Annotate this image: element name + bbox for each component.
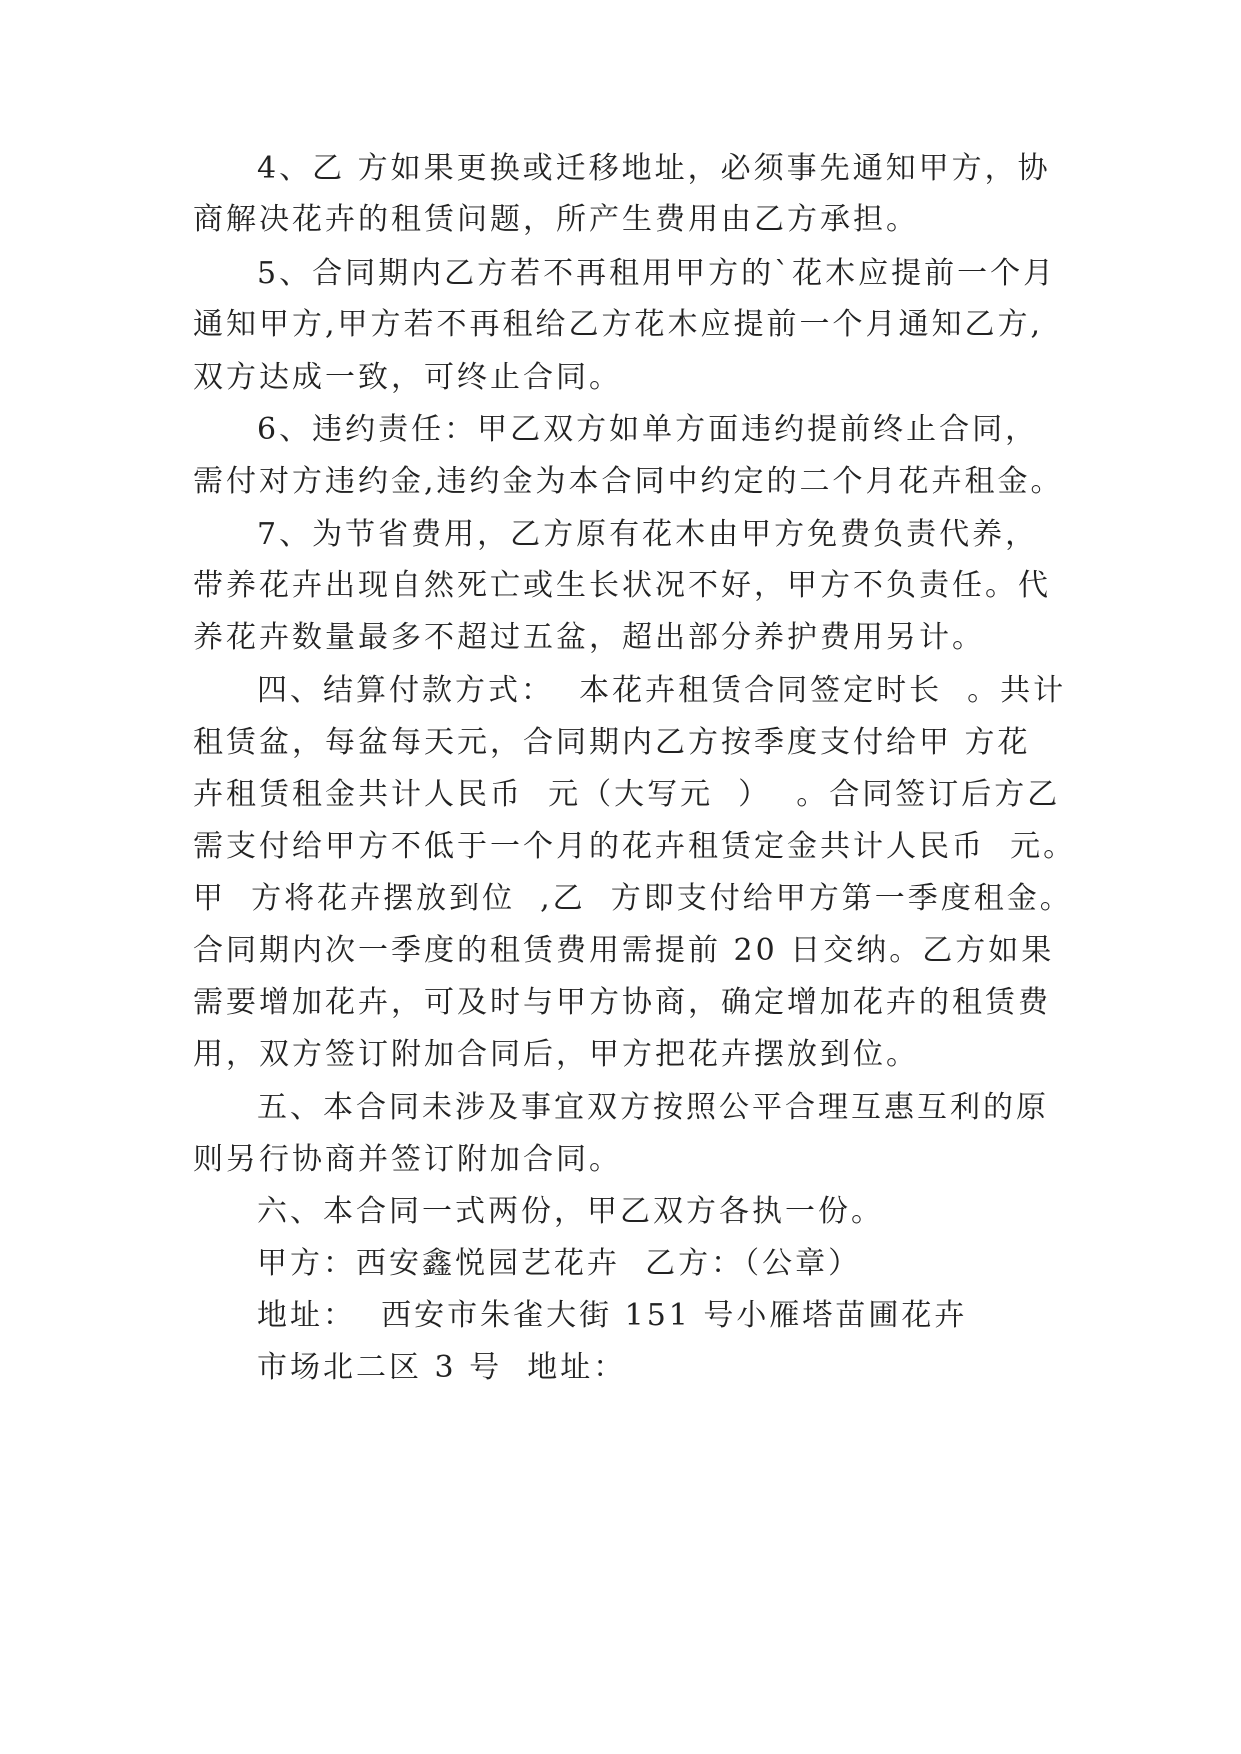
section-4-line-1: 四、结算付款方式： 本花卉租赁合同签定时长 。共计 (257, 673, 1067, 708)
clause-5-line-3: 双方达成一致，可终止合同。 (193, 360, 622, 395)
address-line-1: 地址： 西安市朱雀大街 151 号小雁塔苗圃花卉 (257, 1298, 968, 1333)
section-4-line-5: 甲 方将花卉摆放到位 ,乙 方即支付给甲方第一季度租金。 (193, 881, 1073, 916)
clause-6-line-1: 6、违约责任：甲乙双方如单方面违约提前终止合同， (257, 412, 1039, 447)
section-6-line: 六、本合同一式两份，甲乙双方各执一份。 (257, 1194, 884, 1229)
section-5-line-1: 五、本合同未涉及事宜双方按照公平合理互惠互利的原 (257, 1090, 1049, 1125)
clause-7-line-3: 养花卉数量最多不超过五盆，超出部分养护费用另计。 (193, 620, 985, 655)
section-4-line-8: 用，双方签订附加合同后，甲方把花卉摆放到位。 (193, 1037, 919, 1072)
clause-7-line-2: 带养花卉出现自然死亡或生长状况不好，甲方不负责任。代 (193, 568, 1051, 603)
section-4-line-4: 需支付给甲方不低于一个月的花卉租赁定金共计人民币 元。 (193, 829, 1077, 864)
address-line-2: 市场北二区 3 号 地址： (257, 1350, 627, 1385)
clause-4-line-1: 4、乙 方如果更换或迁移地址，必须事先通知甲方，协 (257, 151, 1051, 186)
clause-7-line-1: 7、为节省费用，乙方原有花木由甲方免费负责代养， (257, 517, 1039, 552)
party-line: 甲方：西安鑫悦园艺花卉 乙方：（公章） (257, 1246, 862, 1281)
clause-4-line-2: 商解决花卉的租赁问题，所产生费用由乙方承担。 (193, 202, 919, 237)
section-4-line-2: 租赁盆，每盆每天元，合同期内乙方按季度支付给甲 方花 (193, 725, 1031, 760)
section-4-line-6: 合同期内次一季度的租赁费用需提前 20 日交纳。乙方如果 (193, 933, 1055, 968)
clause-5-line-1: 5、合同期内乙方若不再租用甲方的`花木应提前一个月 (257, 256, 1057, 291)
section-4-line-3: 卉租赁租金共计人民币 元（大写元 ） 。合同签订后方乙 (193, 777, 1061, 812)
clause-5-line-2: 通知甲方,甲方若不再租给乙方花木应提前一个月通知乙方, (193, 307, 1044, 342)
clause-6-line-2: 需付对方违约金,违约金为本合同中约定的二个月花卉租金。 (193, 464, 1064, 499)
section-5-line-2: 则另行协商并签订附加合同。 (193, 1142, 622, 1177)
section-4-line-7: 需要增加花卉，可及时与甲方协商，确定增加花卉的租赁费 (193, 985, 1051, 1020)
